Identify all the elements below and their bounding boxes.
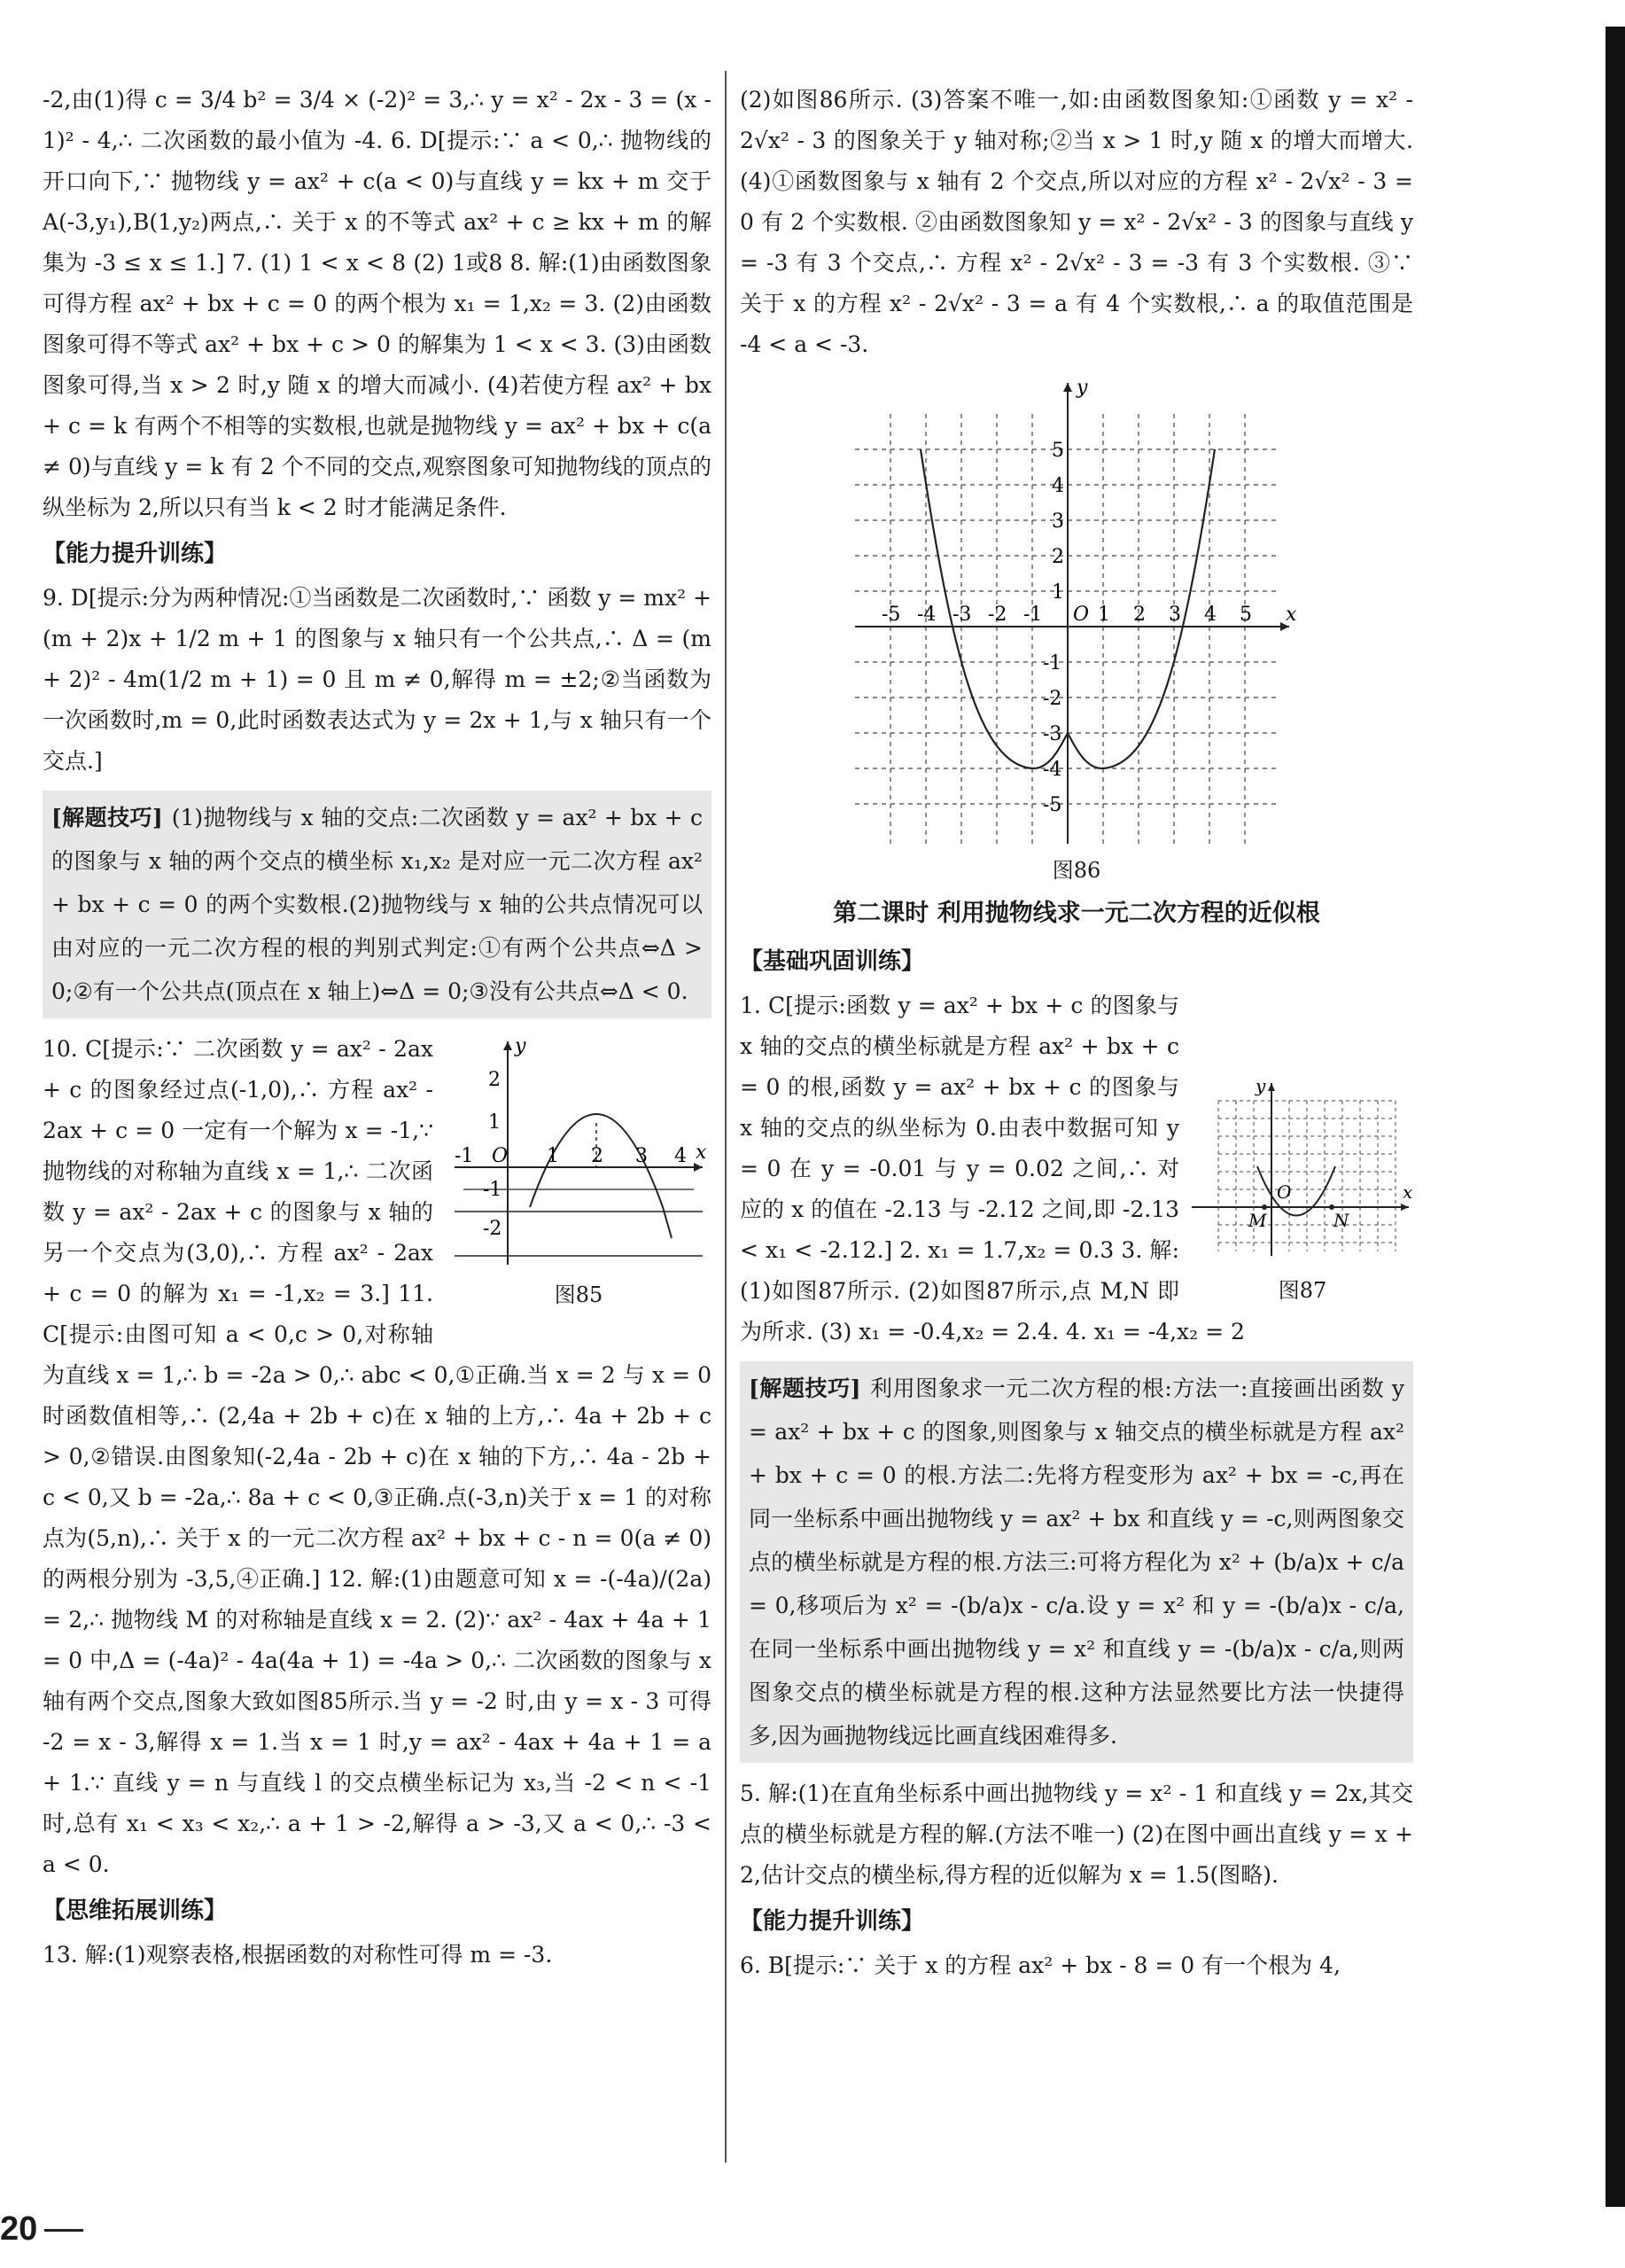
figure-86-caption: 图86 — [1052, 858, 1101, 883]
figure-86 — [740, 374, 1413, 888]
tip-title: [解题技巧] — [749, 1376, 861, 1401]
fig87-x-label: x — [1403, 1181, 1413, 1203]
right-paragraph-3: 5. 解:(1)在直角坐标系中画出抛物线 y = x² - 1 和直线 y = 2x,其交点的横坐标就是方程的解.(方法不唯一) (2)在图中画出直线 y = x + 2,估计交点的横坐标,得方程的近似解为 x = 1.5(图略). — [740, 1781, 1413, 1888]
right-paragraph-1: (2)如图86所示. (3)答案不唯一,如:由函数图象知:①函数 y = x² - 2√x² - 3 的图象关于 y 轴对称;②当 x > 1 时,y 随 x 的增大而增大. (4)①函数图象与 x 轴有 2 个交点,所以对应的方程 x² - 2√x² - 3 = 0 有 2 个实数根. ②由函数图象知 y = x² - 2√x² - 3 的图象与直线 y = -3 有 3 个交点,∴ 方程 x² - 2√x² - 3 = -3 有 3 个实数根. ③∵ 关于 x 的方程 x² - 2√x² - 3 = a 有 4 个实数根,∴ a 的取值范围是 -4 < a < -3. — [740, 87, 1413, 357]
lesson-title: 第二课时 利用抛物线求一元二次方程的近似根 — [833, 900, 1320, 927]
fig86-ytick: 5 — [1052, 440, 1064, 462]
fig86-ytick: -5 — [1043, 794, 1062, 816]
fig86-ytick: 4 — [1052, 475, 1064, 497]
fig86-y-label: y — [1077, 377, 1088, 399]
fig87-label-m: M — [1248, 1210, 1267, 1231]
fig86-ytick: -1 — [1043, 652, 1062, 674]
fig85-xtick: 3 — [635, 1145, 648, 1167]
right-column — [740, 80, 1413, 1991]
fig86-ytick: -2 — [1043, 688, 1062, 710]
fig86-xtick: -4 — [917, 604, 937, 626]
column-divider — [725, 71, 727, 2163]
fig85-xtick: 1 — [547, 1145, 559, 1167]
tip-body: (1)抛物线与 x 轴的交点:二次函数 y = ax² + bx + c 的图象与 x 轴的两个交点的横坐标 x₁,x₂ 是对应一元二次方程 ax² + bx + c = 0 的两个实数根.(2)抛物线与 x 轴的公共点情况可以由对应的一元二次方程的根的判别式判定:①有两个公共点⇔Δ > 0;②有一个公共点(顶点在 x 轴上)⇔Δ = 0;③没有公共点⇔Δ < 0. — [51, 805, 703, 1004]
fig85-xtick: 4 — [674, 1145, 687, 1167]
solving-tip-box-2 — [740, 1361, 1413, 1763]
page-number — [0, 2210, 83, 2249]
section-heading-basic: 【基础巩固训练】 — [740, 948, 925, 975]
fig86-x-label: x — [1286, 604, 1297, 626]
fig85-xtick: -1 — [455, 1145, 474, 1167]
figure-85-plot — [446, 1034, 711, 1274]
fig85-ytick: 2 — [488, 1069, 501, 1091]
fig86-xtick: 2 — [1133, 604, 1146, 626]
figure-87 — [1192, 1074, 1413, 1308]
fig87-y-label: y — [1256, 1075, 1266, 1096]
fig86-xtick: -1 — [1023, 604, 1043, 626]
fig86-ytick: -3 — [1043, 723, 1062, 745]
tip-body: 利用图象求一元二次方程的根:方法一:直接画出函数 y = ax² + bx + c 的图象,则图象与 x 轴交点的横坐标就是方程 ax² + bx + c = 0 的根.方法二:先将方程变形为 ax² + bx = -c,再在同一坐标系中画出抛物线 y = ax² + bx 和直线 y = -c,则两图象交点的横坐标就是方程的根.方法三:可将方程化为 x² + (b/a)x + c/a = 0,移项后为 x² = -(b/a)x - c/a.设 y = x² 和 y = -(b/a)x - c/a,在同一坐标系中画出抛物线 y = x² 和直线 y = -(b/a)x - c/a,则两图象交点的横坐标就是方程的根.这种方法显然要比方法一快捷得多,因为画抛物线远比画直线困难得多. — [749, 1376, 1404, 1749]
fig86-xtick: -5 — [882, 604, 901, 626]
fig85-ytick: -2 — [483, 1218, 502, 1240]
fig87-origin: O — [1277, 1181, 1292, 1203]
page-number-text: 20 — [0, 2210, 38, 2248]
fig86-xtick: 5 — [1240, 604, 1252, 626]
fig86-ytick: 1 — [1052, 581, 1064, 604]
section-heading-ability-2: 【能力提升训练】 — [740, 1908, 925, 1935]
figure-87-caption: 图87 — [1278, 1278, 1327, 1303]
fig86-xtick: -2 — [988, 604, 1007, 626]
fig86-xtick: 1 — [1098, 604, 1110, 626]
figure-85-caption: 图85 — [554, 1282, 603, 1307]
fig87-grid — [1218, 1101, 1396, 1251]
fig87-label-n: N — [1333, 1210, 1349, 1231]
fig86-xtick: -3 — [952, 604, 972, 626]
fig87-parabola — [1257, 1166, 1335, 1216]
fig85-ytick: 1 — [488, 1111, 501, 1134]
section-heading-thinking: 【思维拓展训练】 — [43, 1898, 228, 1924]
fig86-ytick: -4 — [1043, 759, 1062, 781]
fig85-x-label: x — [696, 1142, 707, 1164]
page-edge-bar — [1606, 27, 1625, 2207]
left-paragraph-3: 10. C[提示:∵ 二次函数 y = ax² - 2ax + c 的图象经过点(-1,0),∴ 方程 ax² - 2ax + c = 0 一定有一个解为 x = -1,∵ 抛物线的对称轴为直线 x = 1,∴ 二次函数 y = ax² - 2ax + c 的图象与 x 轴的另一个交点为(3,0),∴ 方程 ax² - 2ax + c = 0 的解为 x₁ = -1,x₂ = 3.] 11. C[提示:由图可知 a < 0,c > 0,对称轴为直线 x = 1,∴ b = -2a > 0,∴ abc < 0,①正确.当 x = 2 与 x = 0 时函数值相等,∴ (2,4a + 2b + c)在 x 轴的上方,∴ 4a + 2b + c > 0,②错误.由图象知(-2,4a - 2b + c)在 x 轴的下方,∴ 4a - 2b + c < 0,又 b = -2a,∴ 8a + c < 0,③正确.点(-3,n)关于 x = 1 的对称点为(5,n),∴ 关于 x 的一元二次方程 ax² + bx + c - n = 0(a ≠ 0)的两根分别为 -3,5,④正确.] 12. 解:(1)由题意可知 x = -(-4a)/(2a) = 2,∴ 抛物线 M 的对称轴是直线 x = 2. (2)∵ ax² - 4ax + 4a + 1 = 0 中,Δ = (-4a)² - 4a(4a + 1) = -4a > 0,∴ 二次函数的图象与 x 轴有两个交点,图象大致如图85所示.当 y = -2 时,由 y = x - 3 可得 -2 = x - 3,解得 x = 1.当 x = 1 时,y = ax² - 4ax + 4a + 1 = a + 1.∵ 直线 y = n 与直线 l 的交点横坐标记为 x₃,当 -2 < n < -1 时,总有 x₁ < x₃ < x₂,∴ a + 1 > -2,解得 a > -3,又 a < 0,∴ -3 < a < 0. — [43, 1036, 711, 1877]
section-heading-ability: 【能力提升训练】 — [43, 541, 228, 567]
fig85-y-label: y — [515, 1035, 526, 1057]
fig86-xtick: 3 — [1169, 604, 1181, 626]
fig85-parabola — [530, 1114, 672, 1238]
figure-86-plot — [855, 374, 1298, 853]
figure-87-plot — [1192, 1074, 1413, 1269]
fig86-ytick: 3 — [1052, 510, 1064, 533]
fig85-origin: O — [492, 1145, 509, 1167]
left-column — [43, 80, 711, 1981]
left-paragraph-1: -2,由(1)得 c = 3/4 b² = 3/4 × (-2)² = 3,∴ y = x² - 2x - 3 = (x - 1)² - 4,∴ 二次函数的最小值为 -4. 6. D[提示:∵ a < 0,∴ 抛物线的开口向下,∵ 抛物线 y = ax² + c(a < 0)与直线 y = kx + m 交于 A(-3,y₁),B(1,y₂)两点,∴ 关于 x 的不等式 ax² + c ≥ kx + m 的解集为 -3 ≤ x ≤ 1.] 7. (1) 1 < x < 8 (2) 1或8 8. 解:(1)由函数图象可得方程 ax² + bx + c = 0 的两个根为 x₁ = 1,x₂ = 3. (2)由函数图象可得不等式 ax² + bx + c > 0 的解集为 1 < x < 3. (3)由函数图象可得,当 x > 2 时,y 随 x 的增大而减小. (4)若使方程 ax² + bx + c = k 有两个不相等的实数根,也就是抛物线 y = ax² + bx + c(a ≠ 0)与直线 y = k 有 2 个不同的交点,观察图象可知抛物线的顶点的纵坐标为 2,所以只有当 k < 2 时才能满足条件. — [43, 87, 711, 520]
solving-tip-box-1 — [43, 791, 711, 1018]
fig85-ytick: -1 — [483, 1179, 502, 1201]
fig85-xtick: 2 — [591, 1145, 603, 1167]
left-paragraph-2: 9. D[提示:分为两种情况:①当函数是二次函数时,∵ 函数 y = mx² + (m + 2)x + 1/2 m + 1 的图象与 x 轴只有一个公共点,∴ Δ = (m + 2)² - 4m(1/2 m + 1) = 0 且 m ≠ 0,解得 m = ±2;②当函数为一次函数时,m = 0,此时函数表达式为 y = 2x + 1,与 x 轴只有一个交点.] — [43, 585, 711, 774]
left-paragraph-4: 13. 解:(1)观察表格,根据函数的对称性可得 m = -3. — [43, 1942, 553, 1968]
tip-title: [解题技巧] — [51, 805, 163, 830]
right-paragraph-4: 6. B[提示:∵ 关于 x 的方程 ax² + bx - 8 = 0 有一个根为 4, — [740, 1952, 1341, 1978]
fig86-xtick: 4 — [1204, 604, 1217, 626]
right-paragraph-2: 1. C[提示:函数 y = ax² + bx + c 的图象与 x 轴的交点的横坐标就是方程 ax² + bx + c = 0 的根,函数 y = ax² + bx + c 的图象与 x 轴的交点的纵坐标为 0.由表中数据可知 y = 0 在 y = -0.01 与 y = 0.02 之间,∴ 对应的 x 的值在 -2.13 与 -2.12 之间,即 -2.13 < x₁ < -2.12.] 2. x₁ = 1.7,x₂ = 0.3 3. 解:(1)如图87所示. (2)如图87所示,点 M,N 即为所求. (3) x₁ = -0.4,x₂ = 2.4. 4. x₁ = -4,x₂ = 2 — [740, 993, 1245, 1344]
fig86-ytick: 2 — [1052, 546, 1064, 568]
fig86-origin: O — [1073, 604, 1090, 626]
figure-85 — [446, 1034, 711, 1313]
